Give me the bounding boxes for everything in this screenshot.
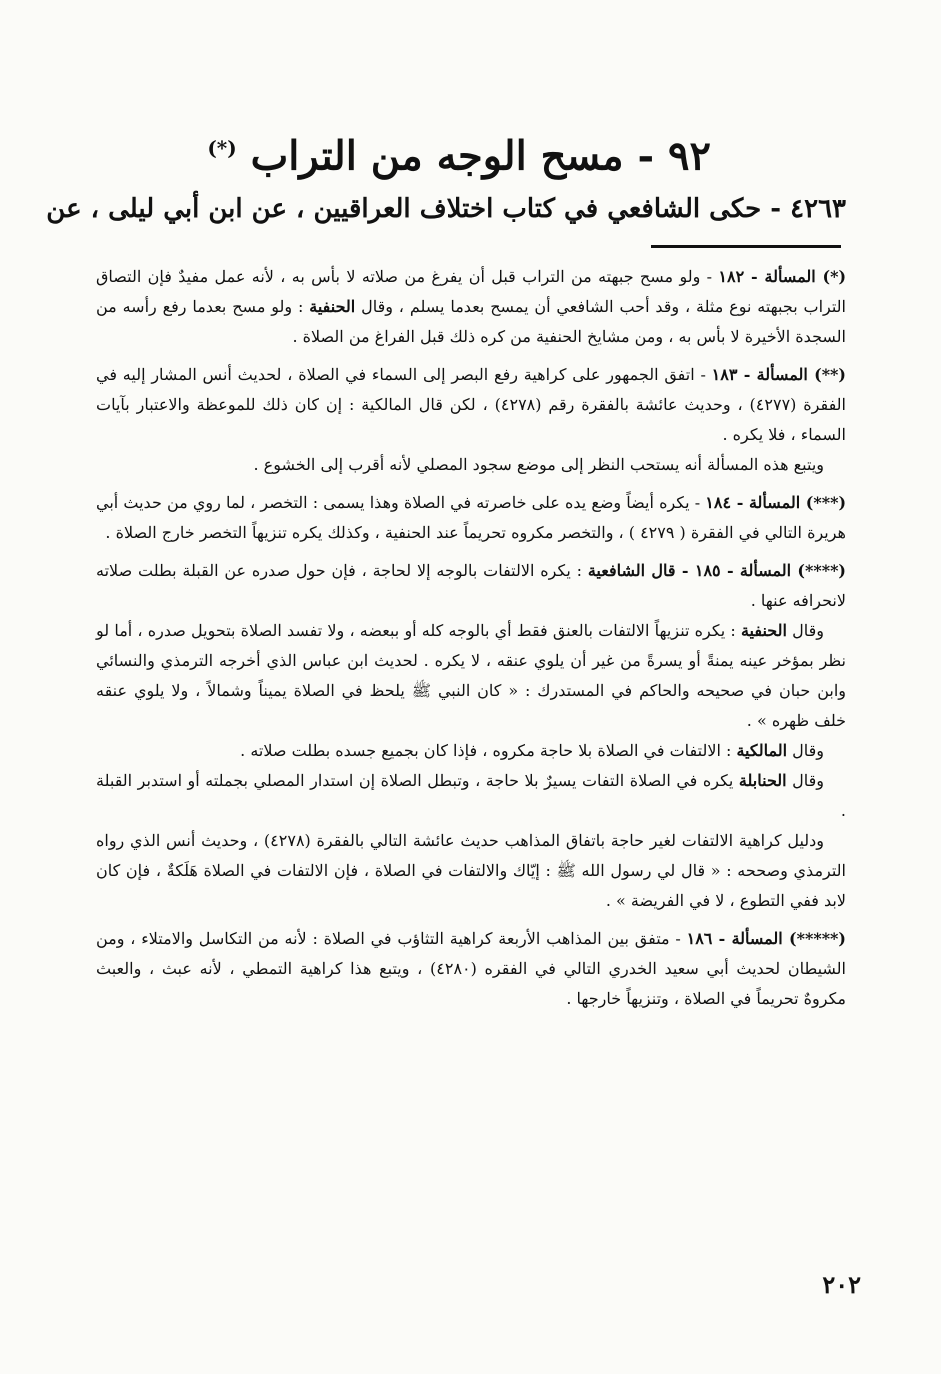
footnote-185-text: : يكره الالتفات بالوجه إلا لحاجة ، فإن حول صدره عن القبلة بطلت صلاته لانحرافه عنها .: [96, 561, 846, 610]
footnote-185-hanbali-tag: الحنابلة: [738, 771, 787, 790]
footnote-183-text: - اتفق الجمهور على كراهية رفع البصر إلى السماء في الصلاة ، لحديث أنس المشار إليه في الفقرة (٤٢٧٧) ، وحديث عائشة بالفقرة رقم (٤٢٧٨) ، لكن قال المالكية : إن كان ذلك للموعظة والاعتبار بآيات السماء ، فلا يكره .: [96, 365, 847, 444]
footnote-182-hanafi-tag: الحنفية: [309, 297, 356, 316]
footnote-185-hanafi-tag: الحنفية: [740, 621, 787, 640]
footnote-186: [96, 924, 846, 1014]
footnote-divider: [651, 245, 841, 248]
footnote-182-text: - ولو مسح جبهته من التراب قبل أن يفرغ من صلاته لا بأس به ، لأنه عمل مفيدٌ فإن التصاق التراب بجبهته نوع مثلة ، وقد أحب الشافعي أن يمسح بعدما يسلم ، وقال: [96, 267, 846, 316]
footnote-183-para-2: ويتبع هذه المسألة أنه يستحب النظر إلى موضع سجود المصلي لأنه أقرب إلى الخشوع .: [253, 455, 824, 474]
footnote-185-maliki-text: : الالتفات في الصلاة بلا حاجة مكروه ، فإذا كان بجميع جسده بطلت صلاته .: [240, 741, 737, 760]
footnote-185-hanbali: [96, 766, 846, 826]
page-number: ٢٠٢: [822, 1270, 861, 1299]
chapter-title-text: ٩٢ - مسح الوجه من التراب: [250, 132, 711, 180]
footnote-marker: (*): [207, 136, 237, 160]
footnote-185-hanafi: [96, 616, 846, 736]
footnote-185-maliki-tag: المالكية: [736, 741, 788, 760]
footnote-185-hanbali-text: يكره في الصلاة التفات يسيرٌ بلا حاجة ، وتبطل الصلاة إن استدار المصلي بجملته أو استدبر القبلة .: [96, 771, 846, 820]
footnote-182: [96, 262, 846, 352]
footnote-183-tag: (**) المسألة - ١٨٣: [711, 365, 846, 384]
footnote-185-tag: (****) المسألة - ١٨٥: [694, 561, 847, 580]
footnote-186-tag: (*****) المسألة - ١٨٦: [686, 929, 846, 948]
footnote-182-text-2: : ولو مسح بعدما رفع رأسه من السجدة الأخيرة لا بأس به ، ومن مشايخ الحنفية من كره ذلك قبل الفراغ من الصلاة .: [96, 297, 846, 346]
footnote-185: [96, 556, 846, 916]
footnote-184-body: [96, 488, 846, 548]
footnote-185-evidence: ودليل كراهية الالتفات لغير حاجة باتفاق المذاهب حديث عائشة التالي بالفقرة (٤٢٧٨) ، وحديث أنس الذي رواه الترمذي وصححه : « قال لي رسول الله ﷺ : إيّاك والالتفات في الصلاة ، فإن الالتفات في الصلاة هَلَكةٌ ، فإن كان لابد ففي التطوع ، لا في الفريضة » .: [96, 831, 846, 910]
footnote-185-hanafi-text: : يكره تنزيهاً الالتفات بالعنق فقط أي بالوجه كله أو ببعضه ، ولا تفسد الصلاة بتحويل صدره ، أما لو نظر بمؤخر عينه يمنةً أو يسرةً من غير أن يلوي عنقه ، لا يكره . لحديث ابن عباس الذي أخرجه الترمذي والنسائي وابن حبان في صحيحه والحاكم في المستدرك : « كان النبي ﷺ يلحظ في الصلاة يميناً وشمالاً ، ولا يلوي عنقه خلف ظهره » .: [96, 621, 847, 730]
footnote-183: [96, 360, 846, 480]
footnote-185-hanbali-lead: وقال: [786, 771, 825, 790]
footnote-184-text: - يكره أيضاً وضع يده على خاصرته في الصلاة وهذا يسمى : التخصر ، لما روي من حديث أبي هريرة التالي في الفقرة ( ٤٢٧٩ ) ، والتخصر مكروه تحريماً عند الحنفية ، وكذلك يكره تنزيهاً التخصر خارج الصلاة .: [96, 493, 846, 542]
footnotes: [96, 262, 846, 1022]
footnote-185-maliki: [96, 736, 846, 766]
footnote-185-shafii-tag: - قال الشافعية: [587, 561, 695, 580]
footnote-186-text: - متفق بين المذاهب الأربعة كراهية التثاؤب في الصلاة : لأنه من التكاسل والامتلاء ، ومن الشيطان لحديث أبي سعيد الخدري التالي في الفقره (٤٢٨٠) ، ويتبع هذا كراهية التمطي ، لأنه عبث ، والعبث مكروهٌ تحريماً في الصلاة ، وتنزيهاً خارجها .: [96, 929, 847, 1008]
footnote-182-body: [96, 262, 846, 352]
footnote-185-maliki-lead: وقال: [787, 741, 824, 760]
footnote-185-hanafi-lead: وقال: [786, 621, 824, 640]
footnote-184-tag: (***) المسألة - ١٨٤: [705, 493, 847, 512]
footnote-183-body: [96, 360, 846, 450]
footnote-182-tag: (*) المسألة - ١٨٢: [718, 267, 847, 286]
footnote-185-body: [96, 556, 846, 616]
lead-paragraph: ٤٢٦٣ - حكى الشافعي في كتاب اختلاف العراقيين ، عن ابن أبي ليلى ، عن: [46, 194, 846, 224]
footnote-184: [96, 488, 846, 548]
footnote-186-body: [96, 924, 846, 1014]
chapter-title: [207, 118, 711, 186]
